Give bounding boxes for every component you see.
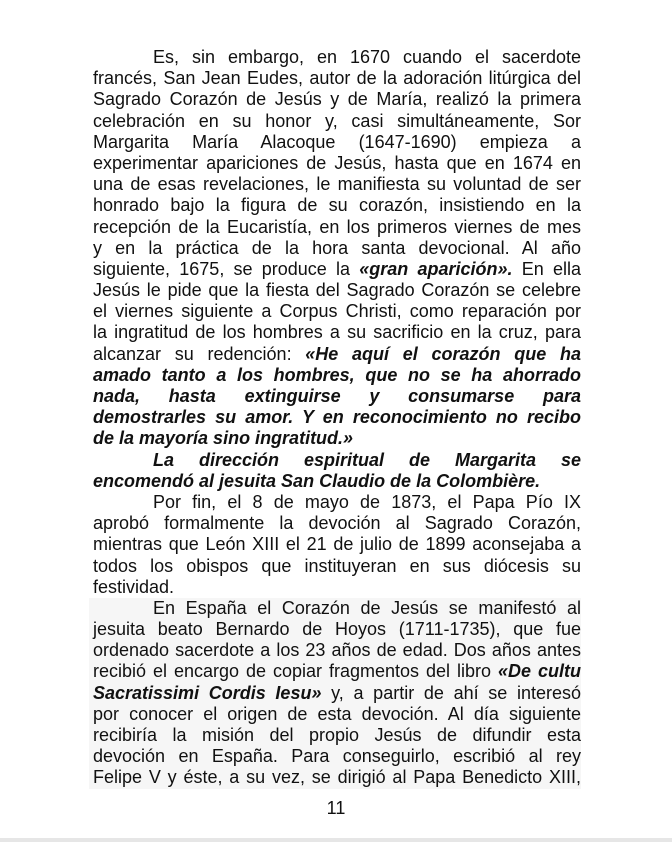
text-line [93,577,581,598]
paragraph [93,450,581,492]
emphasis-text: nada, hasta extinguirse y consumarse para [93,386,581,406]
text-line [93,725,581,746]
emphasis-text: encomendó al jesuita San Claudio de la Colombière. [93,470,541,491]
text-line [93,640,581,661]
text-line [93,344,581,365]
text-segment: aprobó formalmente la devoción al Sagrado Corazón, [93,513,581,534]
page-body-text [93,47,581,789]
text-line [93,111,581,132]
emphasis-text: demostrarles su amor. Y en reconocimiento no recibo [93,407,581,428]
text-segment: Margarita María Alacoque (1647-1690) empieza a [93,131,581,152]
emphasis-text: «gran aparición». [359,258,513,279]
text-line [93,132,581,153]
text-line [93,471,581,492]
text-segment: por conocer el origen de esta devoción. Al día siguiente [93,703,581,724]
page-bottom-edge [0,838,672,842]
text-line [93,683,581,704]
text-line [93,513,581,534]
text-line [93,153,581,174]
emphasis-text: La dirección espiritual de Margarita se [153,449,581,470]
text-line [93,428,581,449]
text-line [93,365,581,386]
text-line [93,217,581,238]
text-segment: Sagrado Corazón de Jesús y de María, realizó la primera [93,89,581,110]
text-line [93,280,581,301]
text-segment: Jesús le pide que la fiesta del Sagrado Corazón se celebre [93,280,581,301]
text-segment: la ingratitud de los hombres a su sacrificio en la cruz, para [93,322,581,343]
text-segment: mientras que León XIII el 21 de julio de 1899 aconsejaba a [93,534,581,555]
text-line [93,238,581,259]
text-line [93,68,581,89]
text-segment: celebración en su honor y, casi simultáneamente, Sor [93,110,581,131]
text-segment: recibiría la misión del propio Jesús de difundir esta [93,725,581,745]
text-segment: una de esas revelaciones, le manifiesta su voluntad de ser [93,174,581,195]
text-segment: y, a partir de ahí se interesó [321,682,581,703]
text-segment: Felipe V y éste, a su vez, se dirigió al Papa Benedicto XIII, [93,767,581,788]
text-segment: devoción en España. Para conseguirlo, escribió al rey [93,746,581,767]
emphasis-text: «He aquí el corazón que ha [305,343,581,364]
text-segment: todos los obispos que instituyeran en sus diócesis su [93,555,581,576]
text-segment: recepción de la Eucaristía, en los primeros viernes de mes [93,216,581,237]
page-number: 11 [326,798,346,818]
text-line [93,556,581,577]
text-segment: siguiente, 1675, se produce la [93,258,360,279]
text-line [93,492,581,513]
text-line [93,704,581,725]
text-line [93,450,581,471]
text-line [93,259,581,280]
text-segment: En ella [512,258,581,279]
text-segment: alcanzar su redención: [93,343,306,364]
text-segment: En España el Corazón de Jesús se manifestó al [153,597,581,618]
emphasis-text: «De cultu [498,661,581,682]
text-segment: jesuita beato Bernardo de Hoyos (1711-1735), que fue [93,619,581,640]
text-line [93,598,581,619]
text-segment: ordenado sacerdote a los 23 años de edad. Dos años antes [93,640,581,661]
text-line [93,89,581,110]
emphasis-text: Sacratissimi Cordis Iesu» [93,682,322,703]
text-line [93,174,581,195]
text-segment: recibió el encargo de copiar fragmentos del libro [93,661,498,682]
text-line [93,407,581,428]
text-segment: experimentar apariciones de Jesús, hasta que en 1674 en [93,152,581,173]
text-segment: festividad. [93,576,175,597]
text-segment: honrado bajo la figura de su corazón, insistiendo en la [93,195,581,216]
emphasis-text: de la mayoría sino ingratitud.» [93,428,354,449]
text-segment: Por fin, el 8 de mayo de 1873, el Papa Pío IX [153,491,581,512]
text-line [93,47,581,68]
text-segment: y en la práctica de la hora santa devocional. Al año [93,237,581,258]
text-line [93,195,581,216]
paragraph [93,492,581,598]
paragraph [93,47,581,450]
text-line [93,619,581,640]
text-line [93,534,581,555]
text-line [93,661,581,682]
emphasis-text: amado tanto a los hombres, que no se ha ahorrado [93,364,581,385]
text-line [93,746,581,767]
text-segment: Es, sin embargo, en 1670 cuando el sacerdote [153,47,581,67]
text-line [93,301,581,322]
text-segment: francés, San Jean Eudes, autor de la adoración litúrgica del [93,68,581,89]
text-line [93,386,581,407]
text-line [93,767,581,788]
paragraph [89,598,581,789]
text-segment: el viernes siguiente a Corpus Christi, como reparación por [93,301,581,322]
text-line [93,322,581,343]
